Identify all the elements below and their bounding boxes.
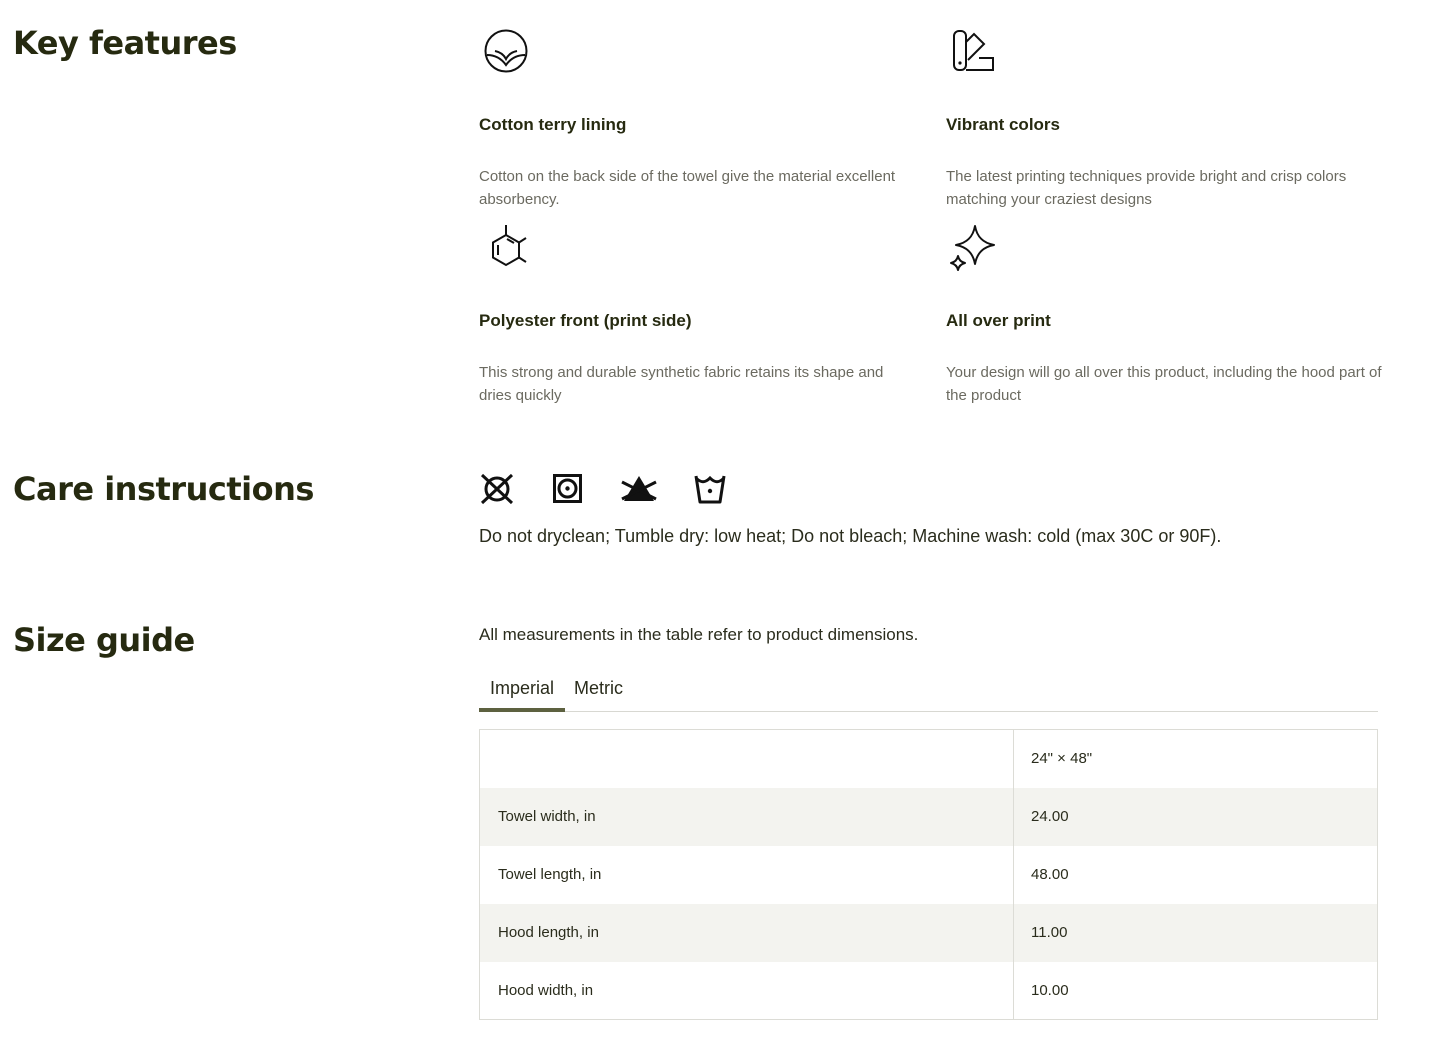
table-row	[480, 962, 1378, 1020]
table-cell-value: 10.00	[1031, 981, 1069, 999]
table-cell-label: Hood width, in	[480, 962, 1014, 1020]
size-guide-title: Size guide	[13, 621, 195, 659]
table-header-cell	[480, 730, 1014, 788]
do-not-bleach-icon	[621, 472, 657, 506]
feature-all-over-print	[946, 223, 1386, 404]
care-instructions-text: Do not dryclean; Tumble dry: low heat; Do not bleach; Machine wash: cold (max 30C or 90F).	[479, 526, 1222, 546]
feature-polyester-front	[479, 223, 919, 404]
feature-description: Your design will go all over this product, including the hood part of the product	[946, 364, 1382, 404]
table-cell-label: Towel width, in	[480, 788, 1014, 846]
table-row	[480, 904, 1378, 962]
table-row	[480, 788, 1378, 846]
feature-description: This strong and durable synthetic fabric retains its shape and dries quickly	[479, 364, 884, 404]
tab-imperial[interactable]: Imperial	[479, 672, 565, 710]
key-features-title: Key features	[13, 24, 237, 62]
color-swatch-icon	[946, 27, 998, 79]
table-cell-label: Towel length, in	[480, 846, 1014, 904]
do-not-dryclean-icon	[479, 472, 515, 506]
machine-wash-cold-icon	[692, 472, 728, 506]
tumble-dry-low-icon	[550, 472, 586, 506]
table-row	[480, 846, 1378, 904]
table-cell-label: Hood length, in	[480, 904, 1014, 962]
feature-title: Polyester front (print side)	[479, 311, 692, 330]
feature-description: The latest printing techniques provide bright and crisp colors matching your craziest designs	[946, 168, 1347, 208]
feature-vibrant-colors	[946, 27, 1386, 208]
unit-tabs	[479, 672, 1378, 712]
polyester-molecule-icon	[479, 223, 531, 275]
table-cell-value: 11.00	[1014, 904, 1378, 962]
care-icons	[479, 472, 763, 506]
size-table	[479, 729, 1378, 1020]
table-cell-value: 24.00	[1014, 788, 1378, 846]
table-header-cell: 24" × 48"	[1031, 750, 1093, 768]
care-instructions-title: Care instructions	[13, 470, 314, 508]
table-cell-value: 48.00	[1031, 866, 1069, 883]
feature-title: Cotton terry lining	[479, 115, 627, 134]
feature-description: Cotton on the back side of the towel give the material excellent absorbency.	[479, 168, 896, 208]
feature-cotton-terry	[479, 27, 919, 208]
tab-metric[interactable]: Metric	[574, 678, 623, 698]
feature-title: All over print	[946, 311, 1051, 330]
feature-title: Vibrant colors	[946, 115, 1060, 134]
size-guide-intro: All measurements in the table refer to product dimensions.	[479, 625, 919, 644]
sparkle-icon	[946, 223, 998, 275]
leaf-bowl-icon	[479, 27, 531, 79]
table-header-row	[480, 730, 1378, 788]
